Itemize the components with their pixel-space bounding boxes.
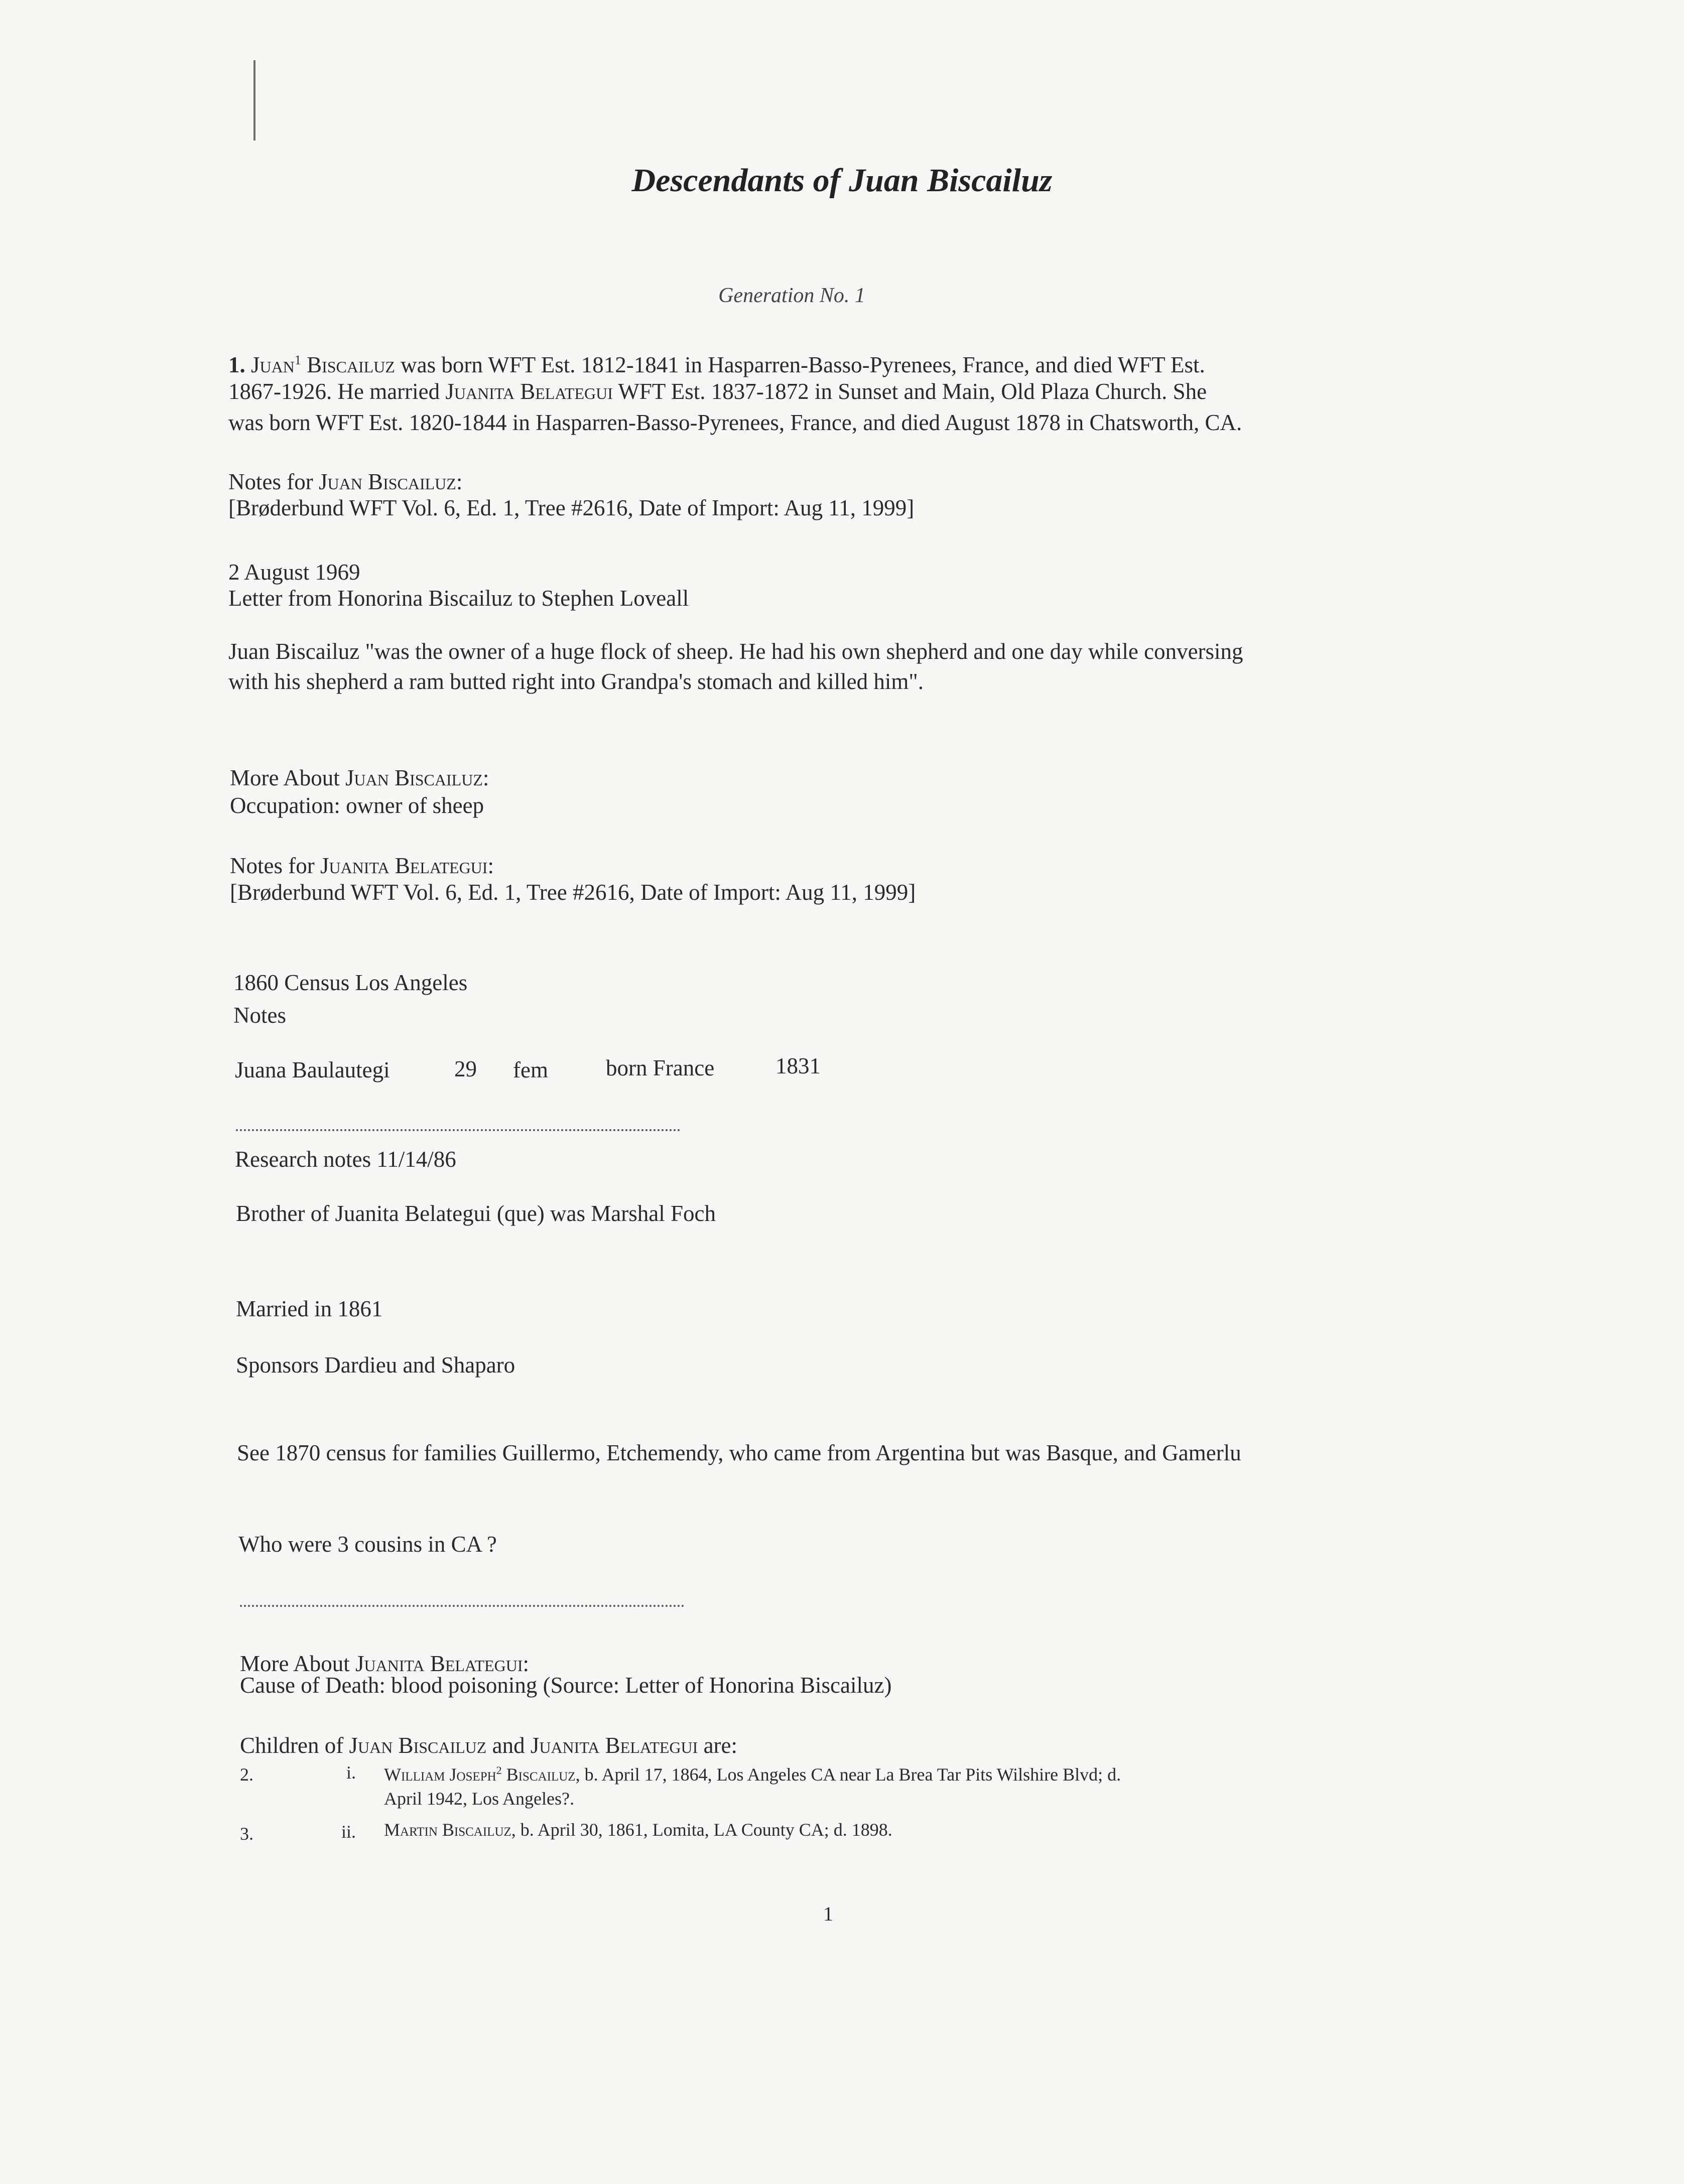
census-year: 1831: [775, 1053, 821, 1078]
child-detail: , b. April 30, 1861, Lomita, LA County CA; d. 1898.: [511, 1820, 892, 1840]
document-title: Descendants of Juan Biscailuz: [631, 162, 1053, 199]
notes-juan-heading-name: Juan Biscailuz:: [318, 469, 463, 494]
notes-juanita-heading-name: Juanita Belategui:: [320, 853, 494, 878]
notes-juan-heading: [228, 467, 462, 497]
child-surname: Biscailuz: [506, 1764, 576, 1785]
census-notes-label: Notes: [233, 1003, 286, 1028]
scan-mark: [253, 60, 255, 141]
entry-line-1: [228, 345, 1205, 380]
child-number: 2.: [240, 1764, 253, 1785]
children-mother: Juanita Belategui: [530, 1733, 698, 1758]
notes-juan-date: 2 August 1969: [228, 560, 360, 585]
notes-juanita-source: [Brøderbund WFT Vol. 6, Ed. 1, Tree #2616, Date of Import: Aug 11, 1999]: [230, 880, 916, 905]
entry-line-1-text: was born WFT Est. 1812-1841 in Hasparren-Basso-Pyrenees, France, and died WFT Est.: [401, 352, 1205, 377]
entry-number: 1.: [228, 352, 245, 377]
more-juan-heading-text: More About: [230, 765, 340, 790]
child-entry-2: [384, 1818, 892, 1842]
more-juanita-cause: Cause of Death: blood poisoning (Source: Letter of Honorina Biscailuz): [240, 1673, 892, 1698]
cousins-note: Who were 3 cousins in CA ?: [238, 1532, 497, 1557]
children-heading: [240, 1730, 737, 1760]
research-notes: Research notes 11/14/86: [235, 1147, 456, 1172]
notes-juanita-heading-text: Notes for: [230, 853, 315, 878]
dotted-separator-2: [240, 1605, 684, 1607]
children-heading-end: are:: [703, 1733, 737, 1758]
dotted-separator-1: [236, 1129, 680, 1131]
child-entry-1: [384, 1758, 1121, 1787]
notes-juan-heading-text: Notes for: [228, 469, 313, 494]
entry-line-2: [228, 376, 1207, 406]
census-born: born France: [606, 1055, 715, 1080]
census-sex: fem: [513, 1057, 548, 1082]
census-age: 29: [454, 1056, 477, 1081]
generation-heading: Generation No. 1: [718, 284, 865, 307]
children-father: Juan Biscailuz: [349, 1733, 487, 1758]
entry-line-2a: 1867-1926. He married: [228, 379, 440, 404]
brother-note: Brother of Juanita Belategui (que) was Marshal Foch: [236, 1201, 716, 1226]
child-roman: i.: [346, 1762, 356, 1783]
entry-line-2b: WFT Est. 1837-1872 in Sunset and Main, Old Plaza Church. She: [618, 379, 1207, 404]
spouse-name: Juanita Belategui: [445, 379, 613, 404]
child-generation-sup: 2: [496, 1764, 502, 1777]
notes-juanita-heading: [230, 851, 494, 881]
child-entry-1-continued: April 1942, Los Angeles?.: [384, 1789, 574, 1809]
notes-juan-source: [Brøderbund WFT Vol. 6, Ed. 1, Tree #2616, Date of Import: Aug 11, 1999]: [228, 495, 915, 520]
children-and: and: [492, 1733, 525, 1758]
children-heading-text: Children of: [240, 1733, 344, 1758]
more-juanita-heading-text: More About: [240, 1651, 350, 1676]
married-note: Married in 1861: [236, 1296, 383, 1321]
entry-line-3: was born WFT Est. 1820-1844 in Hasparren-Basso-Pyrenees, France, and died August 1878 in Chatsworth, CA.: [228, 410, 1242, 435]
child-detail: , b. April 17, 1864, Los Angeles CA near La Brea Tar Pits Wilshire Blvd; d.: [575, 1764, 1121, 1785]
notes-juan-letter: Letter from Honorina Biscailuz to Stephen Loveall: [228, 586, 689, 611]
generation-sup: 1: [294, 353, 301, 367]
person-first-name: Juan: [251, 352, 295, 377]
census-1870-note: See 1870 census for families Guillermo, Etchemendy, who came from Argentina but was Basque, and Gamerlu: [237, 1440, 1241, 1465]
child-number: 3.: [240, 1824, 253, 1844]
child-name: Martin Biscailuz: [384, 1820, 511, 1840]
child-name: William Joseph: [384, 1764, 496, 1785]
person-surname: Biscailuz: [307, 352, 395, 377]
census-heading: 1860 Census Los Angeles: [233, 970, 468, 995]
more-juan-heading-name: Juan Biscailuz:: [345, 765, 489, 790]
sponsors-note: Sponsors Dardieu and Shaparo: [236, 1352, 515, 1378]
child-roman: ii.: [341, 1822, 356, 1842]
more-juanita-heading-name: Juanita Belategui:: [355, 1651, 529, 1676]
page-number: 1: [823, 1902, 833, 1925]
notes-juan-quote-2: with his shepherd a ram butted right into Grandpa's stomach and killed him".: [228, 669, 924, 694]
more-juan-occupation: Occupation: owner of sheep: [230, 793, 484, 818]
notes-juan-quote-1: Juan Biscailuz "was the owner of a huge flock of sheep. He had his own shepherd and one day while conversing: [228, 639, 1243, 664]
more-juan-heading: [230, 763, 489, 793]
census-name: Juana Baulautegi: [235, 1057, 390, 1082]
